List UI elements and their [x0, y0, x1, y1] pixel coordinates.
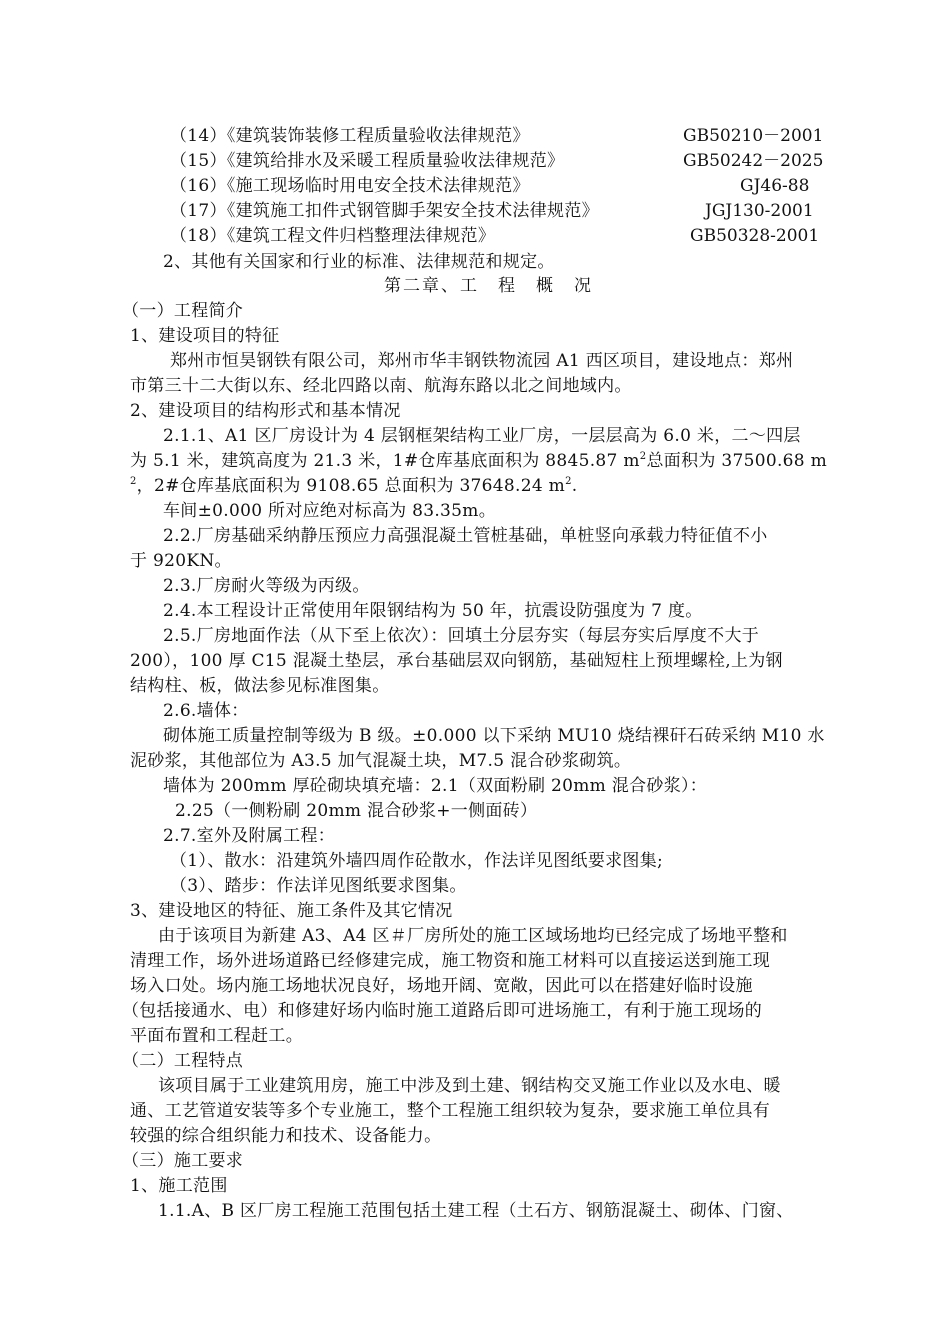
- paragraph-line: 较强的综合组织能力和技术、设备能力。: [130, 1126, 442, 1146]
- paragraph-line: 墙体为 200mm 厚砼砌块填充墙：2.1（双面粉刷 20mm 混合砂浆）：: [163, 776, 708, 796]
- paragraph-line: 场入口处。场内施工场地状况良好，场地开阔、宽敞，因此可以在搭建好临时设施: [130, 976, 753, 996]
- paragraph-line: （1）、散水：沿建筑外墙四周作砼散水，作法详见图纸要求图集;: [170, 851, 664, 871]
- paragraph-line: 通、工艺管道安装等多个专业施工，整个工程施工组织较为复杂，要求施工单位具有: [130, 1101, 771, 1121]
- paragraph-line: 平面布置和工程赶工。: [130, 1026, 303, 1046]
- paragraph-line: [130, 449, 827, 473]
- paragraph-line: 1.1.A、B 区厂房工程施工范围包括土建工程（土石方、钢筋混凝土、砌体、门窗、: [158, 1201, 794, 1221]
- other-standards-line: 2、其他有关国家和行业的标准、法律规范和规定。: [163, 252, 555, 272]
- text-fragment: 总面积为 37500.68 m: [646, 451, 828, 471]
- paragraph-line: 2.5.厂房地面作法（从下至上依次）：回填土分层夯实（每层夯实后厚度不大于: [163, 626, 760, 646]
- section-title-project-features: （二）工程特点: [122, 1051, 244, 1071]
- section-title-project-intro: （一）工程简介: [122, 301, 244, 321]
- paragraph-line: 2.6.墙体：: [163, 701, 249, 721]
- regulation-15-code: GB50242－2025: [683, 151, 824, 171]
- paragraph-line: 2.1.1、A1 区厂房设计为 4 层钢框架结构工业厂房，一层层高为 6.0 米，二～四层: [163, 426, 801, 446]
- subsection-title-features: 1、建设项目的特征: [130, 326, 280, 346]
- paragraph-line: 200），100 厚 C15 混凝土垫层，承台基础层双向钢筋，基础短柱上预埋螺栓,上为钢: [130, 651, 783, 671]
- paragraph-line: 2.25（一侧粉刷 20mm 混合砂浆+一侧面砖）: [175, 801, 538, 821]
- text-fragment: ，2#仓库基底面积为 9108.65 总面积为 37648.24 m: [136, 476, 566, 496]
- regulation-15-name: （15）《建筑给排水及采暖工程质量验收法律规范》: [170, 151, 565, 171]
- paragraph-line: 清理工作，场外进场道路已经修建完成，施工物资和施工材料可以直接运送到施工现: [130, 951, 771, 971]
- paragraph-line: （包括接通水、电）和修建好场内临时施工道路后即可进场施工，有利于施工现场的: [122, 1001, 763, 1021]
- paragraph-line: [130, 474, 577, 498]
- text-fragment: .: [571, 476, 578, 496]
- paragraph-line: 市第三十二大街以东、经北四路以南、航海东路以北之间地域内。: [130, 376, 632, 396]
- regulation-17-code: JGJ130-2001: [705, 201, 814, 221]
- chapter-title: 第二章、工 程 概 况: [384, 276, 593, 296]
- paragraph-line: （3）、踏步：作法详见图纸要求图集。: [170, 876, 467, 896]
- paragraph-line: 砌体施工质量控制等级为 B 级。±0.000 以下采纳 MU10 烧结裸矸石砖采纳 M10 水: [163, 726, 825, 746]
- paragraph-line: 2.7.室外及附属工程：: [163, 826, 336, 846]
- superscript: 2: [639, 451, 647, 462]
- text-fragment: 为 5.1 米，建筑高度为 21.3 米，1#仓库基底面积为 8845.87 m: [130, 451, 640, 471]
- regulation-18-code: GB50328-2001: [690, 226, 820, 246]
- paragraph-line: 由于该项目为新建 A3、A4 区＃厂房所处的施工区域场地均已经完成了场地平整和: [158, 926, 788, 946]
- paragraph-line: 该项目属于工业建筑用房，施工中涉及到土建、钢结构交叉施工作业以及水电、暖: [158, 1076, 781, 1096]
- regulation-14-code: GB50210－2001: [683, 126, 824, 146]
- subsection-title-structure: 2、建设项目的结构形式和基本情况: [130, 401, 401, 421]
- superscript: 2: [565, 476, 572, 487]
- regulation-18-name: （18）《建筑工程文件归档整理法律规范》: [170, 226, 496, 246]
- subsection-title-scope: 1、施工范围: [130, 1176, 228, 1196]
- paragraph-line: 结构柱、板，做法参见标准图集。: [130, 676, 390, 696]
- paragraph-line: 泥砂浆，其他部位为 A3.5 加气混凝土块，M7.5 混合砂浆砌筑。: [130, 751, 632, 771]
- paragraph-line: 郑州市恒昊钢铁有限公司，郑州市华丰钢铁物流园 A1 西区项目，建设地点：郑州: [170, 351, 794, 371]
- regulation-17-name: （17）《建筑施工扣件式钢管脚手架安全技术法律规范》: [170, 201, 599, 221]
- paragraph-line: 2.2.厂房基础采纳静压预应力高强混凝土管桩基础，单桩竖向承载力特征值不小: [163, 526, 768, 546]
- paragraph-line: 2.4.本工程设计正常使用年限钢结构为 50 年，抗震设防强度为 7 度。: [163, 601, 703, 621]
- paragraph-line: 于 920KN。: [130, 551, 232, 571]
- regulation-16-name: （16）《施工现场临时用电安全技术法律规范》: [170, 176, 530, 196]
- regulation-16-code: GJ46-88: [740, 176, 810, 196]
- subsection-title-site-conditions: 3、建设地区的特征、施工条件及其它情况: [130, 901, 453, 921]
- paragraph-line: 2.3.厂房耐火等级为丙级。: [163, 576, 370, 596]
- regulation-14-name: （14）《建筑装饰装修工程质量验收法律规范》: [170, 126, 530, 146]
- superscript: 2: [130, 476, 137, 487]
- paragraph-line: 车间±0.000 所对应绝对标高为 83.35m。: [163, 501, 497, 521]
- section-title-requirements: （三）施工要求: [122, 1151, 244, 1171]
